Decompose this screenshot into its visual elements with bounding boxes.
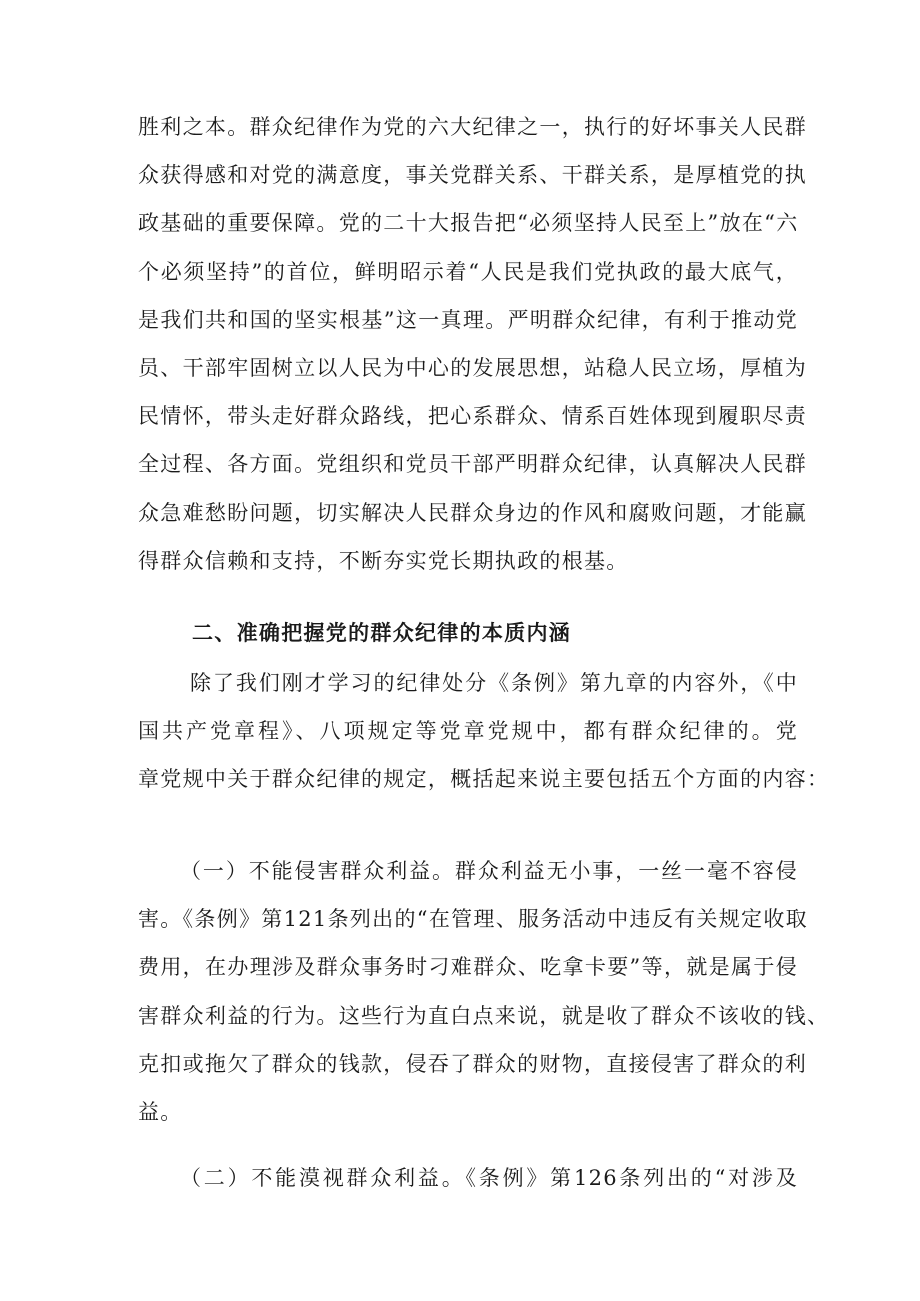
text-line: 个必须坚持”的首位，鲜明昭示着“人民是我们党执政的最大底气， — [138, 259, 798, 284]
text-line: 全过程、各方面。党组织和党员干部严明群众纪律，认真解决人民群 — [138, 452, 807, 477]
text-line: 章党规中关于群众纪律的规定，概括起来说主要包括五个方面的内容： — [138, 767, 830, 792]
paragraph-1 — [138, 103, 807, 585]
text-line: 克扣或拖欠了群众的钱款，侵吞了群众的财物，直接侵害了群众的利 — [138, 1051, 807, 1076]
text-line: 除了我们刚才学习的纪律处分《条例》第九章的内容外，《中 — [190, 671, 798, 695]
paragraph-4 — [138, 1154, 798, 1202]
paragraph-3 — [138, 847, 830, 1136]
text-line: 员、干部牢固树立以人民为中心的发展思想，站稳人民立场，厚植为 — [138, 356, 807, 381]
text-line: 是我们共和国的坚实根基”这一真理。严明群众纪律，有利于推动党 — [138, 307, 798, 332]
text-line: 国共产党章程》、八项规定等党章党规中，都有群众纪律的。党 — [138, 719, 798, 744]
text-line: 众急难愁盼问题，切实解决人民群众身边的作风和腐败问题，才能赢 — [138, 500, 807, 525]
text-line: （二）不能漠视群众利益。《条例》第126条列出的“对涉及 — [180, 1166, 798, 1190]
text-line: 费用，在办理涉及群众事务时刁难群众、吃拿卡要”等，就是属于侵 — [138, 955, 798, 980]
text-line: 害群众利益的行为。这些行为直白点来说，就是收了群众不该收的钱、 — [138, 1003, 830, 1028]
text-line: （一）不能侵害群众利益。群众利益无小事，一丝一毫不容侵 — [180, 859, 798, 883]
section-heading: 二、准确把握党的群众纪律的本质内涵 — [192, 620, 572, 645]
text-line: 众获得感和对党的满意度，事关党群关系、干群关系，是厚植党的执 — [138, 163, 807, 188]
text-line: 民情怀，带头走好群众路线，把心系群众、情系百姓体现到履职尽责 — [138, 404, 807, 429]
text-line: 政基础的重要保障。党的二十大报告把“必须坚持人民至上”放在“六 — [138, 211, 799, 236]
text-line: 得群众信赖和支持，不断夯实党长期执政的根基。 — [138, 548, 629, 573]
paragraph-2 — [138, 659, 830, 804]
text-line: 胜利之本。群众纪律作为党的六大纪律之一，执行的好坏事关人民群 — [138, 115, 807, 139]
text-line: 益。 — [138, 1100, 183, 1125]
text-line: 害。《条例》第121条列出的“在管理、服务活动中违反有关规定收取 — [138, 907, 808, 932]
